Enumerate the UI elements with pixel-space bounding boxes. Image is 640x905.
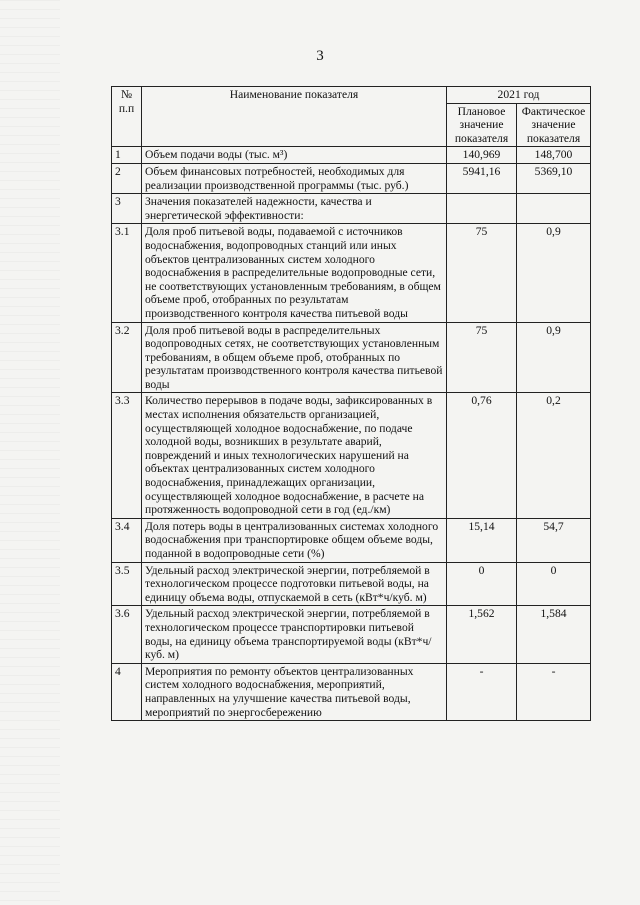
row-no: 3.1 (112, 224, 142, 322)
table-row (112, 224, 591, 322)
row-name: Удельный расход электрической энергии, потребляемой в технологическом процессе подготовки питьевой воды, на единицу объема воды, отпускаемой в сеть (кВт*ч/куб. м) (142, 562, 447, 606)
row-no: 4 (112, 663, 142, 720)
scan-edge (0, 0, 60, 905)
row-name: Значения показателей надежности, качества и энергетической эффективности: (142, 194, 447, 224)
row-plan: 75 (447, 224, 517, 322)
row-no: 3.3 (112, 393, 142, 518)
header-no-label: № п.п (118, 88, 135, 115)
row-fact: - (517, 663, 591, 720)
table-row (112, 518, 591, 562)
row-plan: - (447, 663, 517, 720)
indicators-table (111, 86, 591, 721)
row-plan (447, 194, 517, 224)
table-row (112, 194, 591, 224)
row-plan: 140,969 (447, 147, 517, 164)
header-year: 2021 год (447, 87, 591, 104)
table-header-row (112, 87, 591, 104)
row-name: Объем финансовых потребностей, необходимых для реализации производственной программы (тыс. руб.) (142, 163, 447, 193)
row-no: 1 (112, 147, 142, 164)
row-plan: 5941,16 (447, 163, 517, 193)
row-fact: 0 (517, 562, 591, 606)
table-row (112, 663, 591, 720)
table-row (112, 393, 591, 518)
row-no: 3.6 (112, 606, 142, 663)
row-fact: 1,584 (517, 606, 591, 663)
row-fact: 0,9 (517, 224, 591, 322)
row-fact: 0,9 (517, 322, 591, 393)
row-name: Доля потерь воды в централизованных системах холодного водоснабжения при транспортировке общем объеме воды, поданной в водопроводные сети (%) (142, 518, 447, 562)
row-no: 3.5 (112, 562, 142, 606)
row-plan: 1,562 (447, 606, 517, 663)
row-fact: 0,2 (517, 393, 591, 518)
row-name: Удельный расход электрической энергии, потребляемой в технологическом процессе транспортировки питьевой воды, на единицу объема транспортируемой воды (кВт*ч/куб. м) (142, 606, 447, 663)
row-name: Мероприятия по ремонту объектов централизованных систем холодного водоснабжения, мероприятий, направленных на улучшение качества питьевой воды, мероприятий по энергосбережению (142, 663, 447, 720)
table-row (112, 163, 591, 193)
row-plan: 75 (447, 322, 517, 393)
row-plan: 0,76 (447, 393, 517, 518)
table-row (112, 322, 591, 393)
row-name: Количество перерывов в подаче воды, зафиксированных в местах исполнения обязательств организацией, осуществляющей холодное водоснабжение, по подаче холодной воды, возникших в результате аварий, повреждений и иных технологических нарушений на объектах централизованных систем холодного водоснабжения, принадлежащих организации, осуществляющей холодное водоснабжение, в расчете на протяженность водопроводной сети в год (ед./км) (142, 393, 447, 518)
page-number: 3 (316, 48, 324, 64)
row-fact: 54,7 (517, 518, 591, 562)
table-row (112, 562, 591, 606)
row-no: 3.2 (112, 322, 142, 393)
table-row (112, 147, 591, 164)
row-name: Доля проб питьевой воды, подаваемой с источников водоснабжения, водопроводных станций или иных объектов централизованных систем холодного водоснабжения в распределительные водопроводные сети, не соответствующих установленным требованиям, в общем объеме проб, отобранных по результатам производственного контроля качества питьевой воды (142, 224, 447, 322)
header-fact: Фактическое значение показателя (517, 103, 591, 147)
header-no (112, 87, 142, 147)
row-fact (517, 194, 591, 224)
row-name: Объем подачи воды (тыс. м³) (142, 147, 447, 164)
row-plan: 0 (447, 562, 517, 606)
header-name: Наименование показателя (142, 87, 447, 147)
row-plan: 15,14 (447, 518, 517, 562)
row-no: 3 (112, 194, 142, 224)
row-fact: 5369,10 (517, 163, 591, 193)
row-no: 3.4 (112, 518, 142, 562)
row-no: 2 (112, 163, 142, 193)
row-fact: 148,700 (517, 147, 591, 164)
table-row (112, 606, 591, 663)
header-plan: Плановое значение показателя (447, 103, 517, 147)
row-name: Доля проб питьевой воды в распределительных водопроводных сетях, не соответствующих установленным требованиям, в общем объеме проб, отобранных по результатам производственного контроля качества питьевой воды (142, 322, 447, 393)
